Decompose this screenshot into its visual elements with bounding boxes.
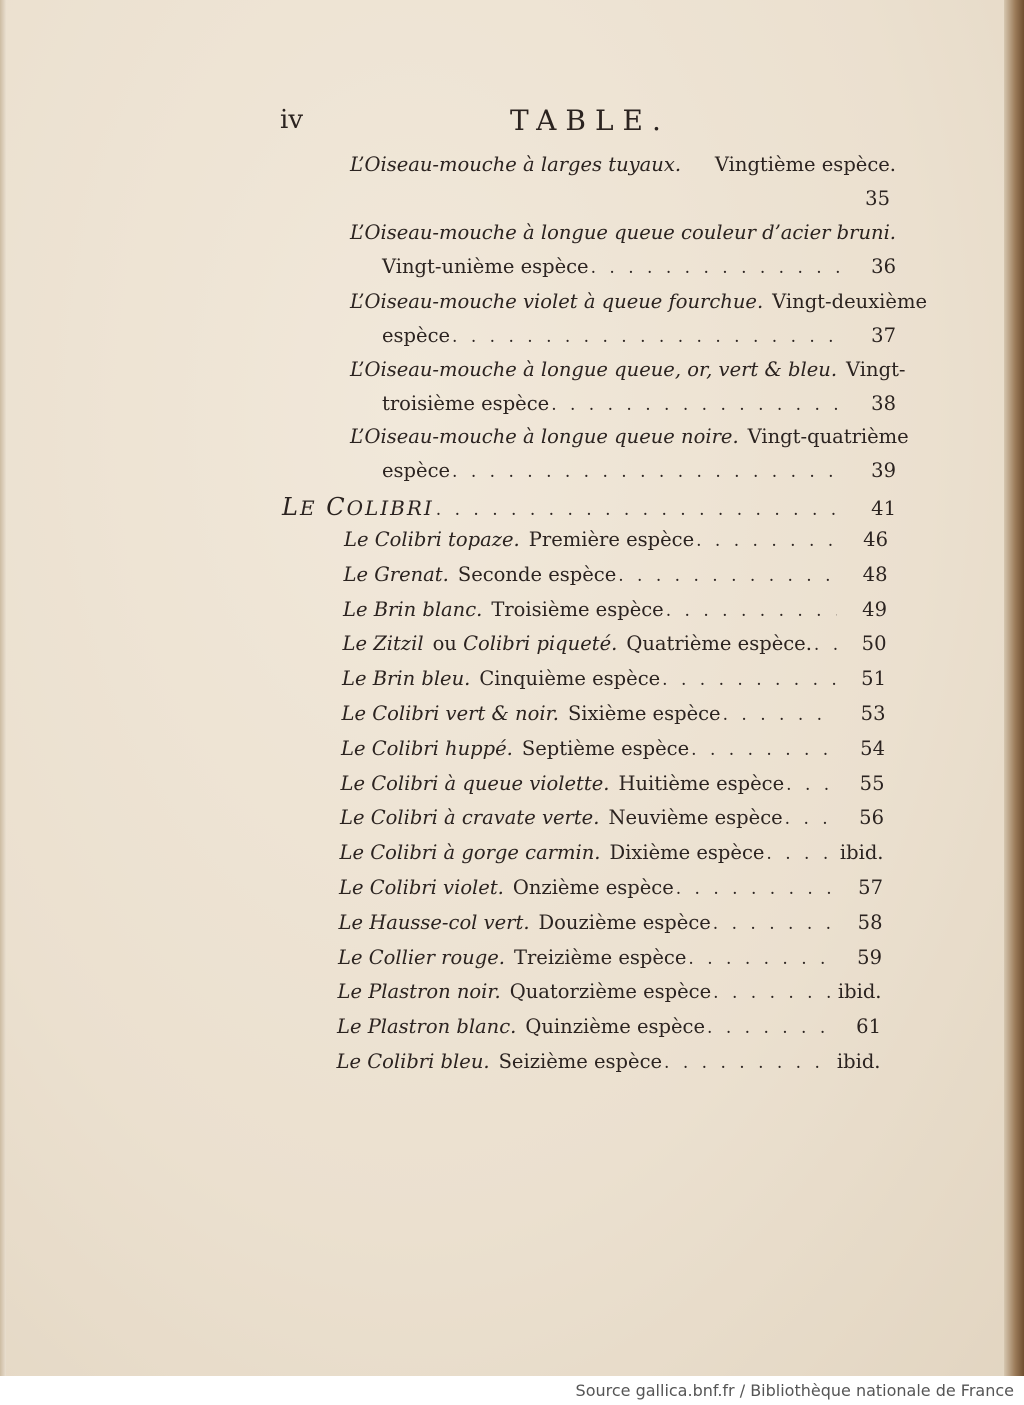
entry-page: 48 xyxy=(862,562,888,586)
entry-italic: Le Colibri topaze. xyxy=(344,528,520,551)
entry-continuation: troisième espèce xyxy=(382,392,550,415)
entry-italic: Le Plastron blanc. xyxy=(337,1015,517,1039)
toc-section-heading xyxy=(282,490,896,527)
toc-entry xyxy=(350,216,896,285)
entry-roman: Quatrième espèce. xyxy=(626,632,812,656)
toc-entry xyxy=(339,871,883,906)
toc-entry xyxy=(344,558,888,593)
entry-italic: Le Colibri à gorge carmin. xyxy=(339,841,601,865)
entry-roman: Vingt- xyxy=(846,358,906,381)
leader-dots xyxy=(814,628,837,662)
section-heading-text: LE COLIBRI xyxy=(282,493,434,521)
entry-page: 46 xyxy=(863,528,888,551)
entry-roman: Quinzième espèce xyxy=(525,1015,706,1039)
entry-page: 61 xyxy=(856,1015,881,1039)
entry-italic: Le Colibri à queue violette. xyxy=(340,771,610,795)
leader-dots xyxy=(688,942,832,976)
entry-roman: Troisième espèce xyxy=(491,597,664,621)
entry-italic-second: Colibri piqueté. xyxy=(463,632,618,656)
entry-italic: Le Zitzil xyxy=(342,632,424,656)
entry-continuation: espèce xyxy=(382,459,451,482)
entry-italic: Le Colibri vert & noir. xyxy=(341,702,559,725)
toc-entry xyxy=(350,148,896,216)
entry-italic: Le Colibri à cravate verte. xyxy=(340,806,600,830)
toc-entry xyxy=(338,975,882,1010)
entry-roman: Cinquième espèce xyxy=(479,667,661,691)
entry-page: 39 xyxy=(871,459,896,482)
entry-continuation: espèce xyxy=(382,324,451,347)
entry-page: 37 xyxy=(871,324,896,347)
entry-roman: Quatorzième espèce xyxy=(509,980,712,1004)
leader-dots xyxy=(785,802,834,836)
page-left-edge xyxy=(0,0,6,1376)
entry-page: ibid. xyxy=(836,1050,881,1073)
entry-italic: Le Plastron noir. xyxy=(337,980,501,1004)
entry-page: 35 xyxy=(865,187,890,210)
entry-italic: Le Colibri bleu. xyxy=(336,1050,490,1073)
leader-dots xyxy=(786,768,834,802)
entry-roman: Douzième espèce xyxy=(538,910,711,934)
entry-roman: Dixième espèce xyxy=(609,841,765,865)
leader-dots xyxy=(713,907,833,941)
leader-dots xyxy=(696,524,838,558)
entry-page: 38 xyxy=(871,392,896,415)
toc-entry xyxy=(350,420,909,489)
entry-page: 41 xyxy=(871,497,896,520)
toc-entry xyxy=(350,353,906,422)
toc-entry xyxy=(340,836,884,871)
toc-entry xyxy=(341,767,885,802)
entry-italic: L’Oiseau-mouche à larges tuyaux. xyxy=(350,153,682,176)
entry-roman: Sixième espèce xyxy=(567,702,721,725)
entry-page: 57 xyxy=(858,876,883,899)
entry-roman: Seconde espèce xyxy=(457,562,617,586)
entry-page: 49 xyxy=(862,597,887,621)
entry-page: 50 xyxy=(861,632,887,656)
leader-dots xyxy=(551,388,846,422)
entry-italic: Le Brin bleu. xyxy=(342,667,471,691)
entry-roman: Vingt-deuxième xyxy=(772,290,927,313)
leader-dots xyxy=(666,594,837,628)
entry-roman: Seizième espèce xyxy=(498,1050,663,1073)
entry-roman: Vingt-quatrième xyxy=(747,425,909,448)
entry-italic: L’Oiseau-mouche à longue queue couleur d’acier bruni. xyxy=(350,221,896,244)
leader-dots xyxy=(676,872,833,906)
entry-page: 58 xyxy=(857,910,883,934)
entry-italic: Le Grenat. xyxy=(343,562,449,586)
entry-roman: Onzième espèce xyxy=(512,876,674,899)
toc-entry xyxy=(343,627,887,662)
entry-roman: Septième espèce xyxy=(521,736,690,760)
toc-entry xyxy=(338,941,882,976)
entry-roman-mid: ou xyxy=(432,632,457,656)
leader-dots xyxy=(452,320,846,354)
entry-page: 36 xyxy=(871,255,896,278)
entry-italic: Le Brin blanc. xyxy=(343,597,483,621)
toc-entry xyxy=(342,697,886,732)
entry-italic: L’Oiseau-mouche à longue queue, or, vert & bleu. xyxy=(350,358,838,381)
page-title: TABLE. xyxy=(510,104,670,137)
entry-page: ibid. xyxy=(839,841,884,865)
entry-roman: Vingtième espèce. xyxy=(714,153,896,176)
leader-dots xyxy=(618,559,837,593)
leader-dots xyxy=(436,493,846,527)
source-credit: Source gallica.bnf.fr / Bibliothèque nationale de France xyxy=(0,1376,1024,1405)
leader-dots xyxy=(662,663,836,697)
entry-page: 51 xyxy=(861,667,886,691)
toc-entry xyxy=(337,1010,881,1045)
entry-italic: L’Oiseau-mouche violet à queue fourchue. xyxy=(350,290,764,313)
leader-dots xyxy=(766,837,833,871)
toc-entry xyxy=(339,906,883,941)
entry-page: 56 xyxy=(859,806,884,830)
toc-entry xyxy=(343,593,887,628)
entry-italic: L’Oiseau-mouche à longue queue noire. xyxy=(350,425,739,448)
leader-dots xyxy=(591,251,846,285)
toc-entry xyxy=(341,732,885,767)
entry-roman: Neuvième espèce xyxy=(608,806,783,830)
entry-page: 55 xyxy=(859,771,885,795)
toc-entry xyxy=(337,1045,881,1080)
entry-roman: Première espèce xyxy=(528,528,695,551)
entry-page: 59 xyxy=(857,945,882,969)
entry-italic: Le Colibri huppé. xyxy=(341,736,513,760)
toc-entry xyxy=(350,285,927,354)
leader-dots xyxy=(664,1046,830,1080)
toc-entry xyxy=(342,662,886,697)
entry-continuation: Vingt-unième espèce xyxy=(382,255,589,278)
toc-entry xyxy=(344,523,888,558)
leader-dots xyxy=(452,455,846,489)
toc-entry xyxy=(340,801,884,836)
leader-dots xyxy=(691,733,835,767)
page-binding-edge xyxy=(1004,0,1024,1376)
entry-page: 54 xyxy=(860,736,885,760)
entry-italic: Le Hausse-col vert. xyxy=(338,910,530,934)
entry-italic: Le Colibri violet. xyxy=(339,876,504,899)
entry-roman: Huitième espèce xyxy=(618,771,785,795)
leader-dots xyxy=(723,698,836,732)
entry-page: 53 xyxy=(860,702,886,725)
page-folio: iv xyxy=(280,105,304,135)
leader-dots xyxy=(707,1011,831,1045)
entry-italic: Le Collier rouge. xyxy=(338,945,505,969)
entry-page: ibid. xyxy=(837,980,882,1004)
leader-dots xyxy=(713,976,831,1010)
entry-roman: Treizième espèce xyxy=(513,945,687,969)
